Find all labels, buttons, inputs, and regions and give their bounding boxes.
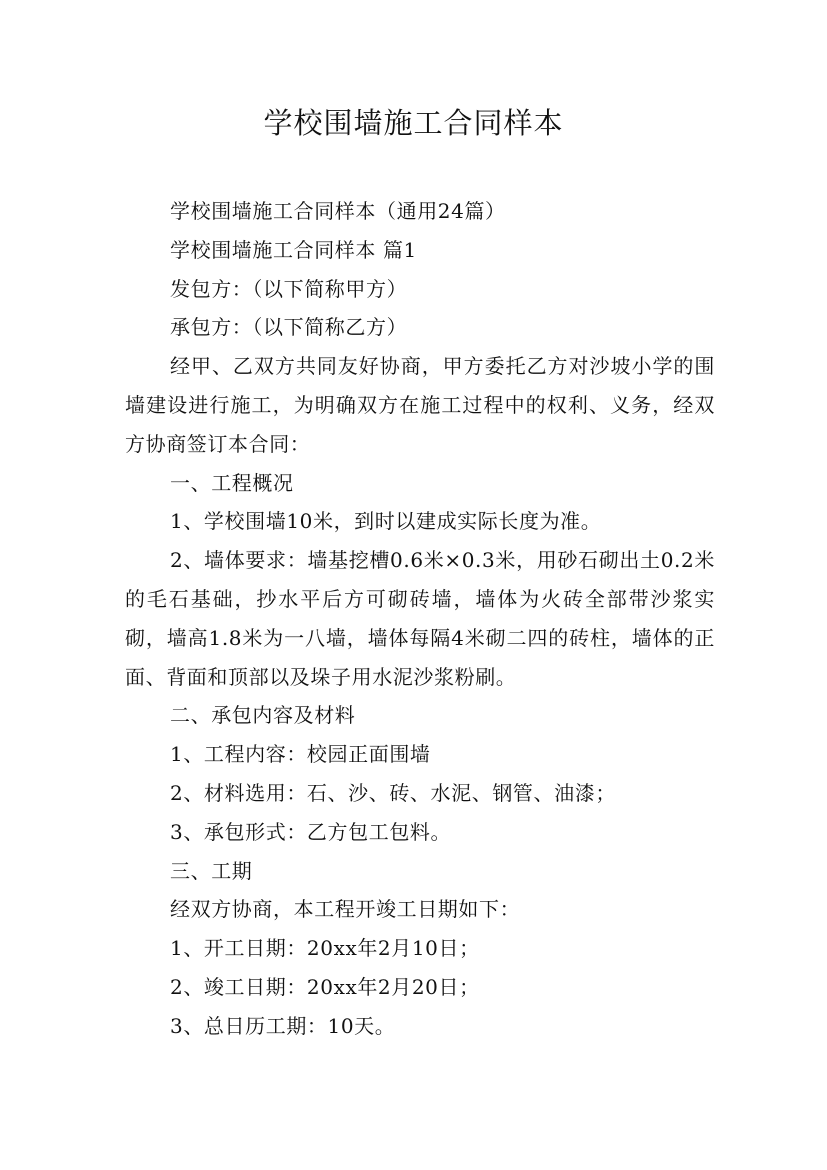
paragraph-total-duration: 3、总日历工期：10天。 xyxy=(170,1013,396,1038)
document-body xyxy=(125,192,715,1046)
paragraph-schedule-intro: 经双方协商，本工程开竣工日期如下： xyxy=(170,897,521,922)
paragraph-work-content: 1、工程内容：校园正面围墙 xyxy=(170,742,431,767)
paragraph-preamble: 经甲、乙双方共同友好协商，甲方委托乙方对沙坡小学的围墙建设进行施工，为明确双方在施工过程中的权利、义务，经双方协商签订本合同： xyxy=(125,354,715,456)
paragraph-employer: 发包方：（以下简称甲方） xyxy=(170,276,408,301)
paragraph-start-date: 1、开工日期：20xx年2月10日； xyxy=(170,936,480,961)
heading-scope-materials: 二、承包内容及材料 xyxy=(170,703,356,728)
document-title: 学校围墙施工合同样本 xyxy=(263,106,564,140)
paragraph-section-heading: 学校围墙施工合同样本 篇1 xyxy=(170,237,417,262)
paragraph-completion-date: 2、竣工日期：20xx年2月20日； xyxy=(170,974,480,999)
paragraph-contract-form: 3、承包形式：乙方包工包料。 xyxy=(170,819,452,844)
paragraph-wall-length: 1、学校围墙10米，到时以建成实际长度为准。 xyxy=(170,509,602,534)
heading-schedule: 三、工期 xyxy=(170,858,253,883)
paragraph-materials: 2、材料选用：石、沙、砖、水泥、钢管、油漆； xyxy=(170,780,616,805)
paragraph-contractor: 承包方：（以下简称乙方） xyxy=(170,315,408,340)
paragraph-subtitle: 学校围墙施工合同样本（通用24篇） xyxy=(170,199,506,223)
paragraph-wall-requirements: 2、墙体要求：墙基挖槽0.6米×0.3米，用砂石砌出土0.2米的毛石基础，抄水平后方可砌砖墙，墙体为火砖全部带沙浆实砌，墙高1.8米为一八墙，墙体每隔4米砌二四的砖柱，墙体的正面、背面和顶部以及垛子用水泥沙浆粉刷。 xyxy=(125,548,715,689)
heading-project-overview: 一、工程概况 xyxy=(170,470,294,495)
